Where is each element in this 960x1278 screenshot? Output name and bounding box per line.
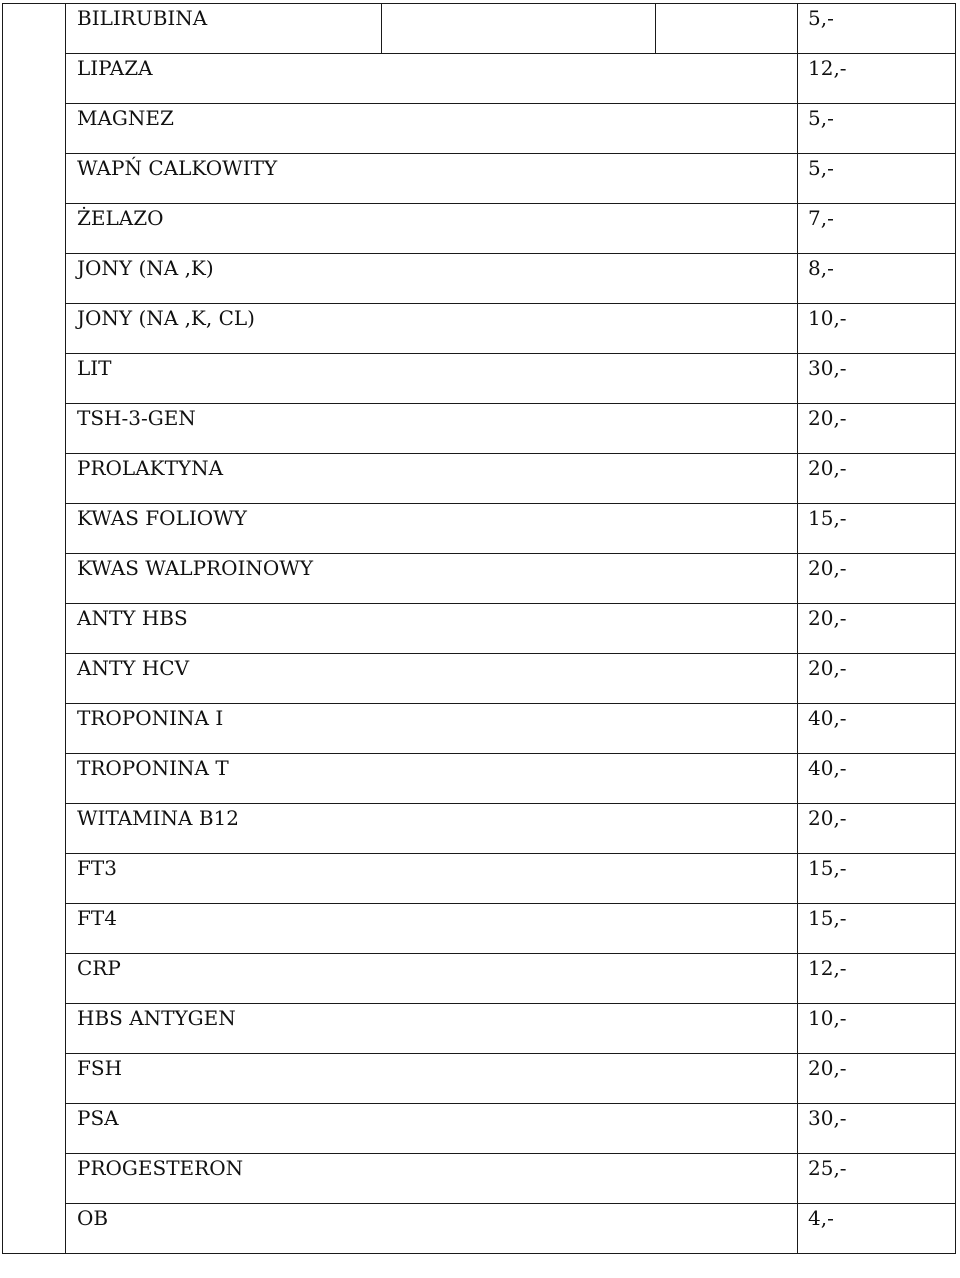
- test-name-cell: PROGESTERON: [66, 1154, 798, 1204]
- table-row: [3, 454, 956, 504]
- table-row: [3, 354, 956, 404]
- test-name-cell: ANTY HBS: [66, 604, 798, 654]
- price-cell: 20,-: [798, 604, 956, 654]
- test-name-cell: PROLAKTYNA: [66, 454, 798, 504]
- test-name-cell: FSH: [66, 1054, 798, 1104]
- price-cell: 10,-: [798, 304, 956, 354]
- row-number-cell: [3, 104, 66, 154]
- price-cell: 20,-: [798, 654, 956, 704]
- table-row: [3, 1104, 956, 1154]
- row-number-cell: [3, 804, 66, 854]
- table-row: [3, 104, 956, 154]
- table-row: [3, 554, 956, 604]
- row-number-cell: [3, 954, 66, 1004]
- empty-cell: [656, 4, 798, 54]
- table-row: [3, 1154, 956, 1204]
- price-cell: 15,-: [798, 904, 956, 954]
- table-row: [3, 704, 956, 754]
- price-cell: 20,-: [798, 804, 956, 854]
- table-row: [3, 54, 956, 104]
- row-number-cell: [3, 54, 66, 104]
- price-cell: 20,-: [798, 1054, 956, 1104]
- test-name-cell: LIPAZA: [66, 54, 798, 104]
- table-row: [3, 304, 956, 354]
- test-name-cell: TSH-3-GEN: [66, 404, 798, 454]
- test-name-cell: JONY (NA ,K, CL): [66, 304, 798, 354]
- price-cell: 15,-: [798, 504, 956, 554]
- table-row: [3, 154, 956, 204]
- price-cell: 4,-: [798, 1204, 956, 1254]
- row-number-cell: [3, 454, 66, 504]
- row-number-cell: [3, 154, 66, 204]
- table-row: [3, 1204, 956, 1254]
- row-number-cell: [3, 554, 66, 604]
- test-name-cell: PSA: [66, 1104, 798, 1154]
- test-name-cell: ANTY HCV: [66, 654, 798, 704]
- price-cell: 20,-: [798, 554, 956, 604]
- test-name-cell: KWAS FOLIOWY: [66, 504, 798, 554]
- test-name-cell: MAGNEZ: [66, 104, 798, 154]
- test-name-cell: FT3: [66, 854, 798, 904]
- row-number-cell: [3, 854, 66, 904]
- price-cell: 7,-: [798, 204, 956, 254]
- price-cell: 30,-: [798, 354, 956, 404]
- test-name-cell: TROPONINA I: [66, 704, 798, 754]
- price-cell: 20,-: [798, 404, 956, 454]
- row-number-cell: [3, 404, 66, 454]
- row-number-cell: [3, 304, 66, 354]
- test-name-cell: LIT: [66, 354, 798, 404]
- table-row: [3, 204, 956, 254]
- test-name-cell: CRP: [66, 954, 798, 1004]
- empty-cell: [382, 4, 656, 54]
- test-name-cell: OB: [66, 1204, 798, 1254]
- row-number-cell: [3, 354, 66, 404]
- test-name-cell: WAPŃ CALKOWITY: [66, 154, 798, 204]
- table-row: [3, 604, 956, 654]
- row-number-cell: [3, 504, 66, 554]
- test-name-cell: KWAS WALPROINOWY: [66, 554, 798, 604]
- test-name-cell: WITAMINA B12: [66, 804, 798, 854]
- price-cell: 40,-: [798, 754, 956, 804]
- table-row: [3, 404, 956, 454]
- row-number-cell: [3, 704, 66, 754]
- row-number-cell: [3, 204, 66, 254]
- price-table: [2, 3, 956, 1254]
- price-cell: 15,-: [798, 854, 956, 904]
- price-cell: 20,-: [798, 454, 956, 504]
- table-row: [3, 654, 956, 704]
- row-number-cell: [3, 604, 66, 654]
- table-row: [3, 754, 956, 804]
- table-row: [3, 904, 956, 954]
- row-number-cell: [3, 1054, 66, 1104]
- price-cell: 5,-: [798, 104, 956, 154]
- price-cell: 8,-: [798, 254, 956, 304]
- row-number-cell: [3, 904, 66, 954]
- row-number-cell: [3, 654, 66, 704]
- table-row: [3, 854, 956, 904]
- price-table-body: [3, 4, 956, 1254]
- price-cell: 10,-: [798, 1004, 956, 1054]
- price-cell: 12,-: [798, 954, 956, 1004]
- price-cell: 5,-: [798, 154, 956, 204]
- table-row: [3, 1004, 956, 1054]
- table-row: [3, 804, 956, 854]
- test-name-cell: FT4: [66, 904, 798, 954]
- test-name-cell: HBS ANTYGEN: [66, 1004, 798, 1054]
- table-row: [3, 954, 956, 1004]
- price-cell: 30,-: [798, 1104, 956, 1154]
- table-row: [3, 1054, 956, 1104]
- row-number-cell: [3, 1204, 66, 1254]
- table-row: [3, 4, 956, 54]
- test-name-cell: JONY (NA ,K): [66, 254, 798, 304]
- row-number-cell: [3, 1104, 66, 1154]
- price-cell: 5,-: [798, 4, 956, 54]
- row-number-cell: [3, 4, 66, 54]
- row-number-cell: [3, 754, 66, 804]
- row-number-cell: [3, 254, 66, 304]
- price-cell: 25,-: [798, 1154, 956, 1204]
- price-cell: 40,-: [798, 704, 956, 754]
- test-name-cell: BILIRUBINA: [66, 4, 382, 54]
- price-cell: 12,-: [798, 54, 956, 104]
- test-name-cell: ŻELAZO: [66, 204, 798, 254]
- table-row: [3, 254, 956, 304]
- row-number-cell: [3, 1004, 66, 1054]
- test-name-cell: TROPONINA T: [66, 754, 798, 804]
- table-row: [3, 504, 956, 554]
- row-number-cell: [3, 1154, 66, 1204]
